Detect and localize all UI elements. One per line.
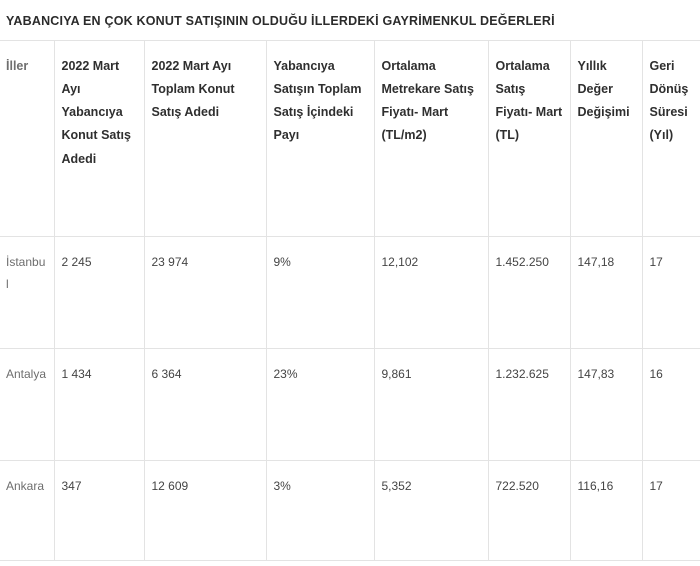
column-header-iller: İller — [0, 41, 54, 237]
cell-annual-value-change: 147,83 — [570, 349, 642, 461]
cell-foreign-sales-count: 1 434 — [54, 349, 144, 461]
cell-total-sales-count: 6 364 — [144, 349, 266, 461]
column-header-avg-sale-price: Ortalama Satış Fiyatı- Mart (TL) — [488, 41, 570, 237]
table-header — [0, 41, 700, 237]
column-header-payback-period: Geri Dönüş Süresi (Yıl) — [642, 41, 700, 237]
cell-foreign-share: 23% — [266, 349, 374, 461]
column-header-avg-sqm-price: Ortalama Metrekare Satış Fiyatı- Mart (TL/m2) — [374, 41, 488, 237]
table-row — [0, 237, 700, 349]
column-header-foreign-sales-count: 2022 Mart Ayı Yabancıya Konut Satış Adedi — [54, 41, 144, 237]
cell-il: Antalya — [0, 349, 54, 461]
cell-payback-period: 16 — [642, 349, 700, 461]
cell-avg-sqm-price: 5,352 — [374, 461, 488, 561]
column-header-total-sales-count: 2022 Mart Ayı Toplam Konut Satış Adedi — [144, 41, 266, 237]
cell-foreign-share: 3% — [266, 461, 374, 561]
cell-foreign-sales-count: 2 245 — [54, 237, 144, 349]
column-header-annual-value-change: Yıllık Değer Değişimi — [570, 41, 642, 237]
cell-avg-sqm-price: 9,861 — [374, 349, 488, 461]
cell-foreign-share: 9% — [266, 237, 374, 349]
cell-avg-sqm-price: 12,102 — [374, 237, 488, 349]
table-header-row — [0, 41, 700, 237]
cell-total-sales-count: 12 609 — [144, 461, 266, 561]
cell-avg-sale-price: 1.232.625 — [488, 349, 570, 461]
cell-avg-sale-price: 1.452.250 — [488, 237, 570, 349]
cell-il: Ankara — [0, 461, 54, 561]
table-row — [0, 461, 700, 561]
table-row — [0, 349, 700, 461]
table-body — [0, 237, 700, 561]
cell-avg-sale-price: 722.520 — [488, 461, 570, 561]
column-header-foreign-share: Yabancıya Satışın Toplam Satış İçindeki Payı — [266, 41, 374, 237]
page-title: YABANCIYA EN ÇOK KONUT SATIŞININ OLDUĞU İLLERDEKİ GAYRİMENKUL DEĞERLERİ — [6, 14, 555, 28]
cell-total-sales-count: 23 974 — [144, 237, 266, 349]
real-estate-values-table — [0, 40, 700, 561]
cell-payback-period: 17 — [642, 461, 700, 561]
cell-payback-period: 17 — [642, 237, 700, 349]
cell-il: İstanbul — [0, 237, 54, 349]
cell-annual-value-change: 147,18 — [570, 237, 642, 349]
cell-annual-value-change: 116,16 — [570, 461, 642, 561]
cell-foreign-sales-count: 347 — [54, 461, 144, 561]
